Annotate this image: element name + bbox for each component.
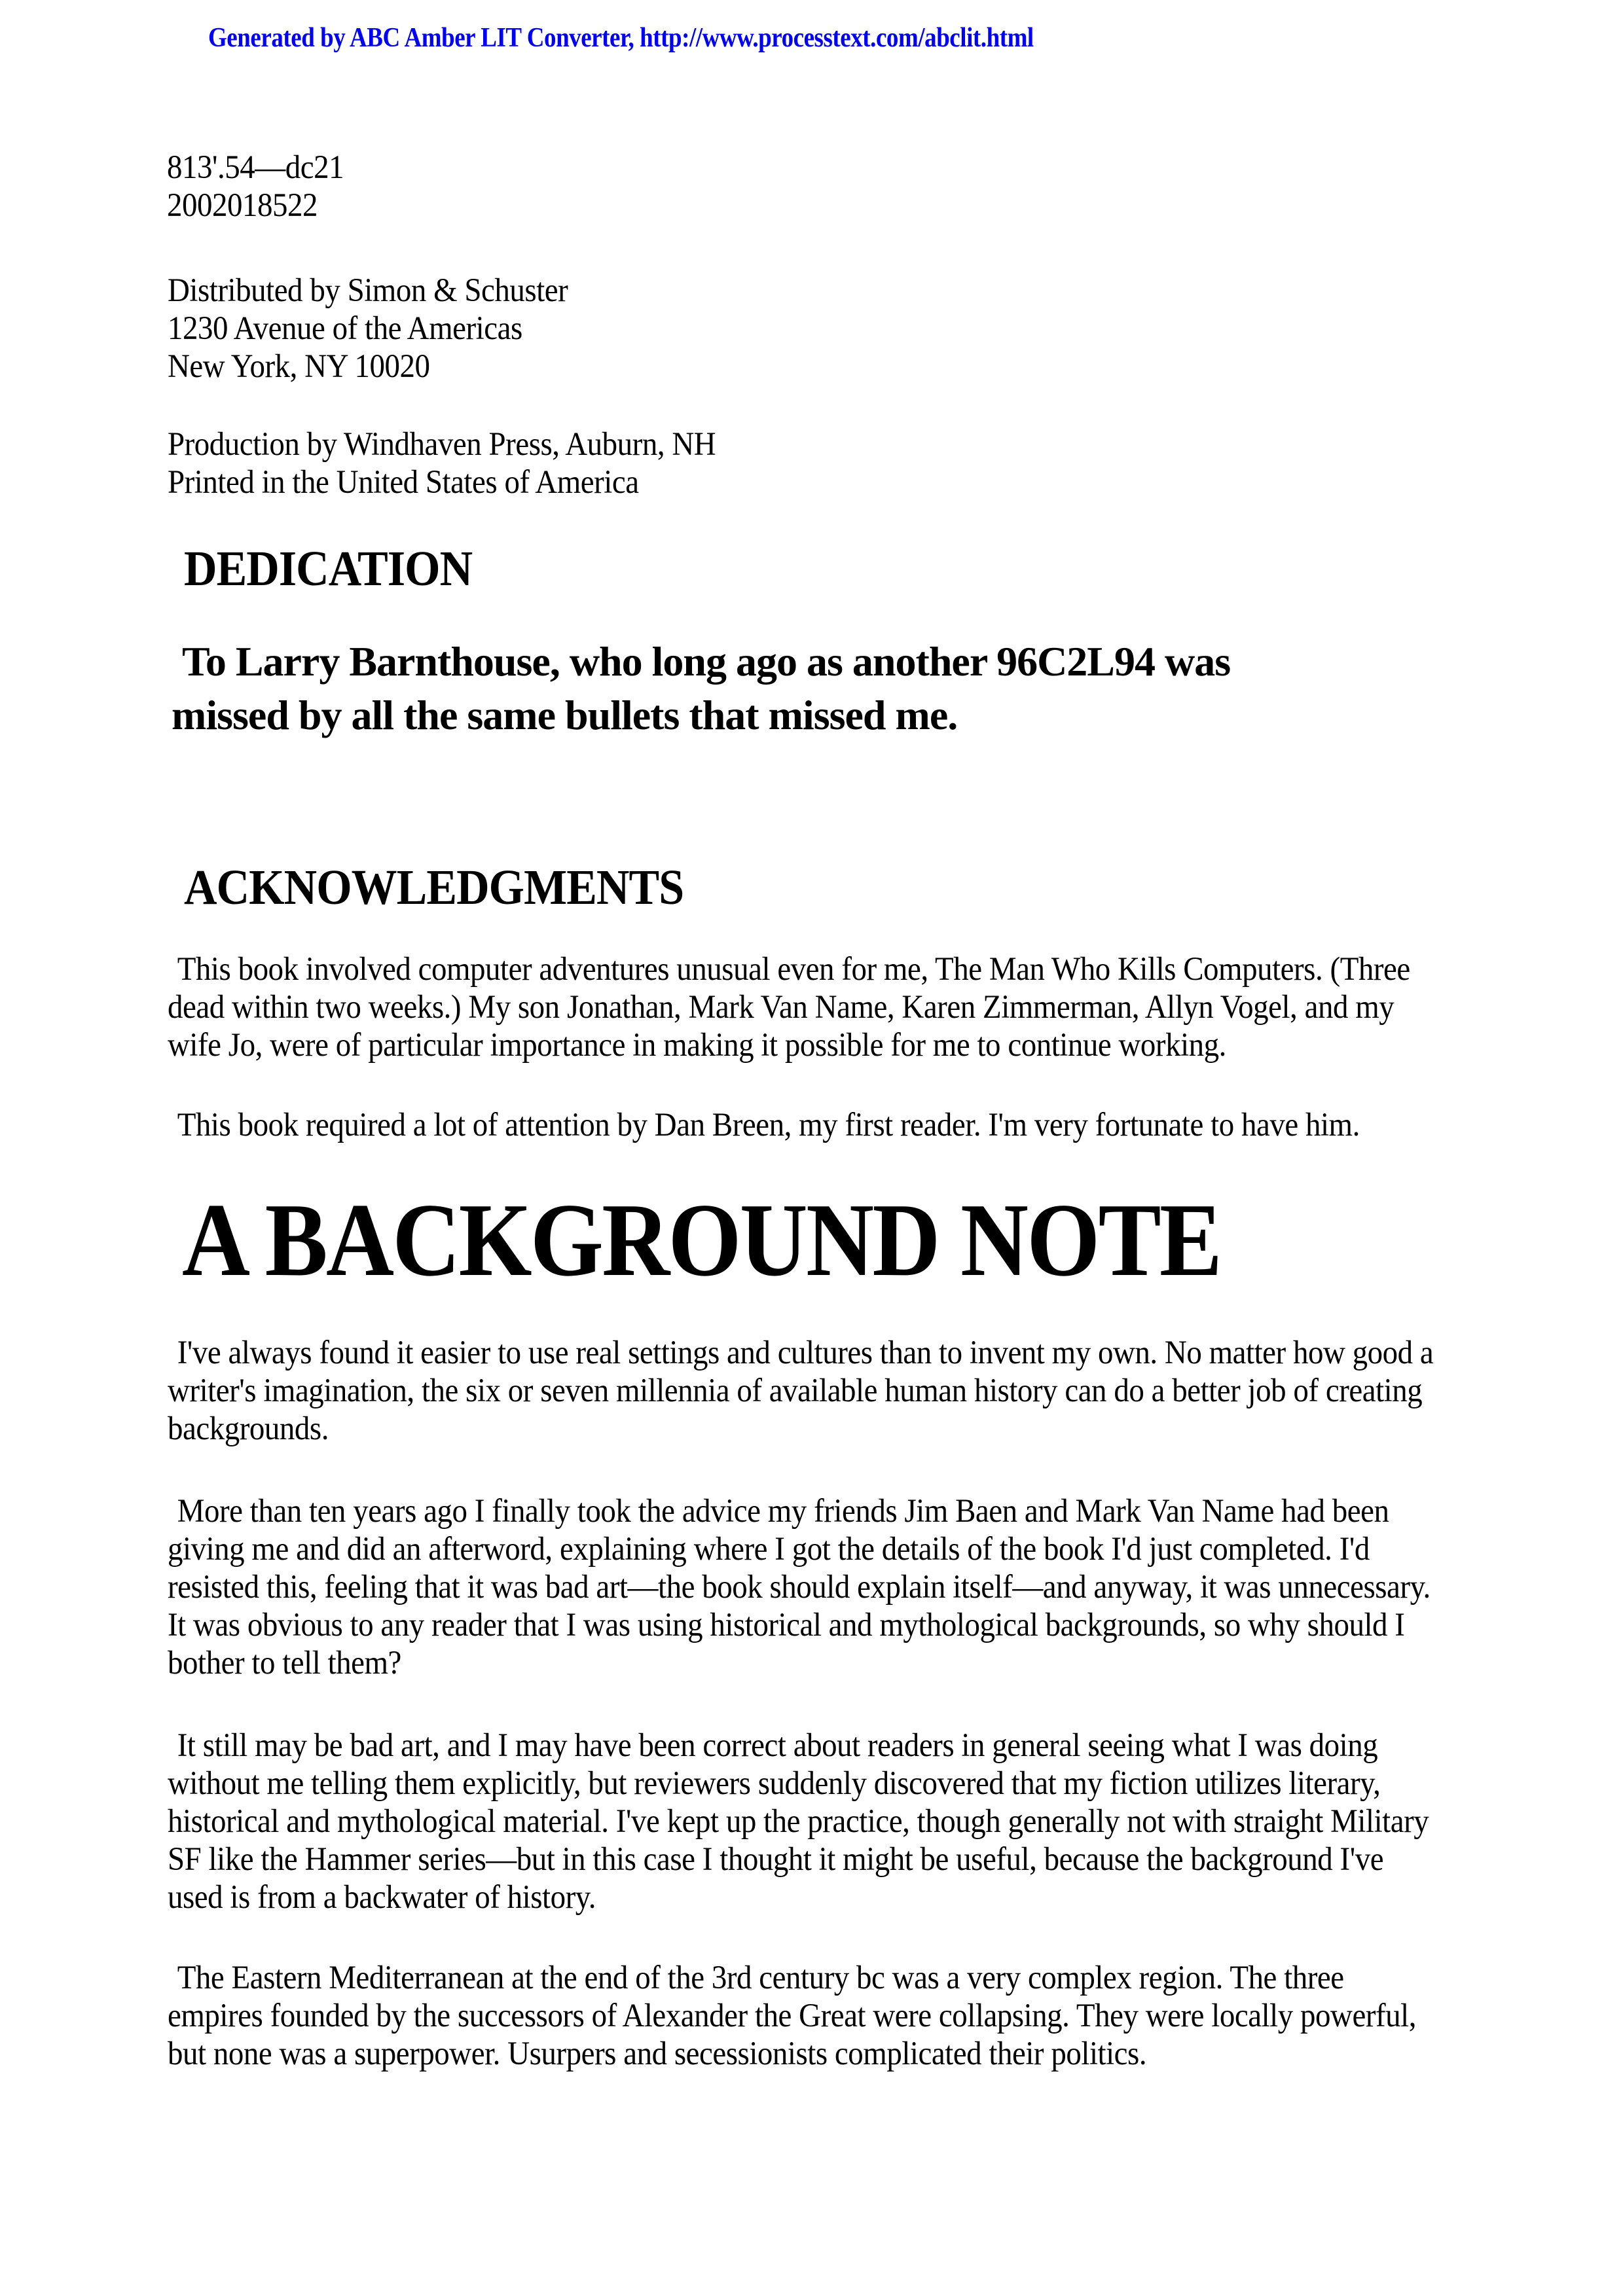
catalog-numbers-block bbox=[167, 149, 359, 224]
text-line: I've always found it easier to use real settings and cultures than to invent my own. No matter how good a bbox=[177, 1335, 1434, 1371]
acknowledgments-heading bbox=[184, 859, 727, 916]
text-line: Distributed by Simon & Schuster bbox=[168, 272, 568, 309]
distribution-block bbox=[168, 272, 602, 386]
text-line: More than ten years ago I finally took the advice my friends Jim Baen and Mark Van Name had been bbox=[177, 1493, 1389, 1530]
converter-credit-header bbox=[208, 22, 1146, 54]
heading-text: A BACKGROUND NOTE bbox=[182, 1181, 1221, 1298]
text-line: Production by Windhaven Press, Auburn, NH bbox=[168, 426, 716, 463]
text-line: missed by all the same bullets that missed me. bbox=[172, 692, 958, 738]
background-note-paragraph-1 bbox=[168, 1334, 1543, 1448]
text-line: but none was a superpower. Usurpers and secessionists complicated their politics. bbox=[168, 2036, 1147, 2072]
dedication-paragraph bbox=[172, 635, 1230, 742]
text-line: The Eastern Mediterranean at the end of the 3rd century bc was a very complex region. The three bbox=[177, 1960, 1344, 1996]
production-block bbox=[168, 425, 763, 501]
heading-text: ACKNOWLEDGMENTS bbox=[184, 860, 684, 915]
text-line: bother to tell them? bbox=[168, 1645, 401, 1681]
text-line: backgrounds. bbox=[168, 1410, 329, 1447]
heading-text: DEDICATION bbox=[184, 541, 473, 596]
text-line: wife Jo, were of particular importance in making it possible for me to continue working. bbox=[168, 1027, 1226, 1064]
acknowledgments-paragraph-1 bbox=[168, 950, 1518, 1064]
background-note-paragraph-3 bbox=[168, 1727, 1539, 1916]
text-line: Printed in the United States of America bbox=[168, 464, 639, 501]
converter-credit-link[interactable]: Generated by ABC Amber LIT Converter, http://www.processtext.com/abclit.html bbox=[208, 23, 1034, 53]
text-line: giving me and did an afterword, explaining where I got the details of the book I'd just completed. I'd bbox=[168, 1531, 1370, 1568]
text-line: SF like the Hammer series—but in this case I thought it might be useful, because the background I've bbox=[168, 1841, 1384, 1878]
background-note-paragraph-4 bbox=[168, 1959, 1525, 2073]
text-line: used is from a backwater of history. bbox=[168, 1879, 596, 1916]
text-line: historical and mythological material. I've kept up the practice, though generally not with straight Military bbox=[168, 1803, 1429, 1840]
text-line: It was obvious to any reader that I was using historical and mythological backgrounds, so why should I bbox=[168, 1607, 1405, 1643]
text-line: It still may be bad art, and I may have been correct about readers in general seeing what I was doing bbox=[177, 1727, 1378, 1764]
text-line: dead within two weeks.) My son Jonathan, Mark Van Name, Karen Zimmerman, Allyn Vogel, and my bbox=[168, 989, 1395, 1026]
text-line: 1230 Avenue of the Americas bbox=[168, 310, 522, 347]
text-line: without me telling them explicitly, but reviewers suddenly discovered that my fiction utilizes literary, bbox=[168, 1765, 1381, 1802]
text-line: New York, NY 10020 bbox=[168, 348, 430, 385]
text-line: writer's imagination, the six or seven millennia of available human history can do a better job of creating bbox=[168, 1372, 1423, 1409]
text-line: resisted this, feeling that it was bad art—the book should explain itself—and anyway, it was unnecessary. bbox=[168, 1569, 1431, 1605]
text-line: empires founded by the successors of Alexander the Great were collapsing. They were locally powerful, bbox=[168, 1998, 1417, 2034]
background-note-paragraph-2 bbox=[168, 1492, 1541, 1682]
text-line: 2002018522 bbox=[167, 187, 318, 224]
dedication-heading bbox=[184, 541, 497, 597]
text-line: This book involved computer adventures unusual even for me, The Man Who Kills Computers. (Three bbox=[177, 951, 1410, 988]
text-line: This book required a lot of attention by Dan Breen, my first reader. I'm very fortunate to have him. bbox=[177, 1107, 1360, 1143]
text-line: To Larry Barnthouse, who long ago as another 96C2L94 was bbox=[182, 638, 1231, 685]
text-line: 813'.54—dc21 bbox=[167, 149, 344, 186]
background-note-heading bbox=[182, 1182, 1336, 1297]
acknowledgments-paragraph-2 bbox=[168, 1106, 1463, 1144]
